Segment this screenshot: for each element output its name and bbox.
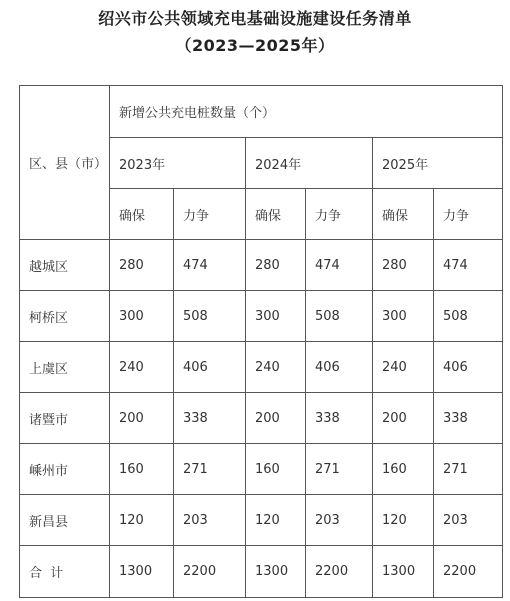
total-label-cell: 合 计	[20, 546, 110, 598]
total-value-cell: 1300	[110, 546, 174, 598]
total-value-cell: 1300	[246, 546, 306, 598]
value-cell: 300	[373, 291, 434, 342]
table-row	[20, 495, 503, 546]
target-header: 力争	[434, 189, 503, 240]
table-row	[20, 291, 503, 342]
value-cell: 508	[434, 291, 503, 342]
value-cell: 240	[373, 342, 434, 393]
value-cell: 280	[373, 240, 434, 291]
task-list-table	[19, 85, 503, 598]
value-cell: 203	[306, 495, 373, 546]
value-cell: 203	[174, 495, 246, 546]
value-cell: 271	[306, 444, 373, 495]
region-cell: 上虞区	[20, 342, 110, 393]
value-cell: 271	[174, 444, 246, 495]
document-title: 绍兴市公共领域充电基础设施建设任务清单	[98, 9, 412, 28]
value-cell: 406	[174, 342, 246, 393]
table-row	[20, 240, 503, 291]
value-cell: 300	[246, 291, 306, 342]
value-cell: 203	[434, 495, 503, 546]
year-header: 2024年	[246, 138, 373, 189]
region-cell: 诸暨市	[20, 393, 110, 444]
group-header: 新增公共充电桩数量（个）	[110, 86, 503, 138]
total-value-cell: 2200	[306, 546, 373, 598]
value-cell: 280	[110, 240, 174, 291]
year-header: 2023年	[110, 138, 246, 189]
target-header: 确保	[373, 189, 434, 240]
table-row	[20, 444, 503, 495]
target-header: 确保	[110, 189, 174, 240]
region-cell: 嵊州市	[20, 444, 110, 495]
value-cell: 474	[434, 240, 503, 291]
value-cell: 200	[246, 393, 306, 444]
value-cell: 160	[246, 444, 306, 495]
total-value-cell: 2200	[434, 546, 503, 598]
region-header: 区、县（市）	[20, 86, 110, 240]
value-cell: 160	[110, 444, 174, 495]
region-cell: 越城区	[20, 240, 110, 291]
value-cell: 474	[306, 240, 373, 291]
value-cell: 406	[306, 342, 373, 393]
value-cell: 120	[246, 495, 306, 546]
target-header: 确保	[246, 189, 306, 240]
value-cell: 338	[434, 393, 503, 444]
value-cell: 300	[110, 291, 174, 342]
region-cell: 柯桥区	[20, 291, 110, 342]
value-cell: 508	[174, 291, 246, 342]
table-row	[20, 393, 503, 444]
total-value-cell: 1300	[373, 546, 434, 598]
table-row	[20, 342, 503, 393]
year-header: 2025年	[373, 138, 503, 189]
target-header: 力争	[174, 189, 246, 240]
document-subtitle: （2023—2025年）	[175, 36, 335, 55]
value-cell: 200	[110, 393, 174, 444]
value-cell: 406	[434, 342, 503, 393]
value-cell: 160	[373, 444, 434, 495]
value-cell: 200	[373, 393, 434, 444]
header-row-group	[20, 86, 503, 138]
value-cell: 280	[246, 240, 306, 291]
value-cell: 508	[306, 291, 373, 342]
total-value-cell: 2200	[174, 546, 246, 598]
value-cell: 120	[373, 495, 434, 546]
total-row	[20, 546, 503, 598]
region-cell: 新昌县	[20, 495, 110, 546]
value-cell: 120	[110, 495, 174, 546]
value-cell: 338	[174, 393, 246, 444]
value-cell: 240	[110, 342, 174, 393]
value-cell: 338	[306, 393, 373, 444]
target-header: 力争	[306, 189, 373, 240]
value-cell: 271	[434, 444, 503, 495]
value-cell: 240	[246, 342, 306, 393]
value-cell: 474	[174, 240, 246, 291]
